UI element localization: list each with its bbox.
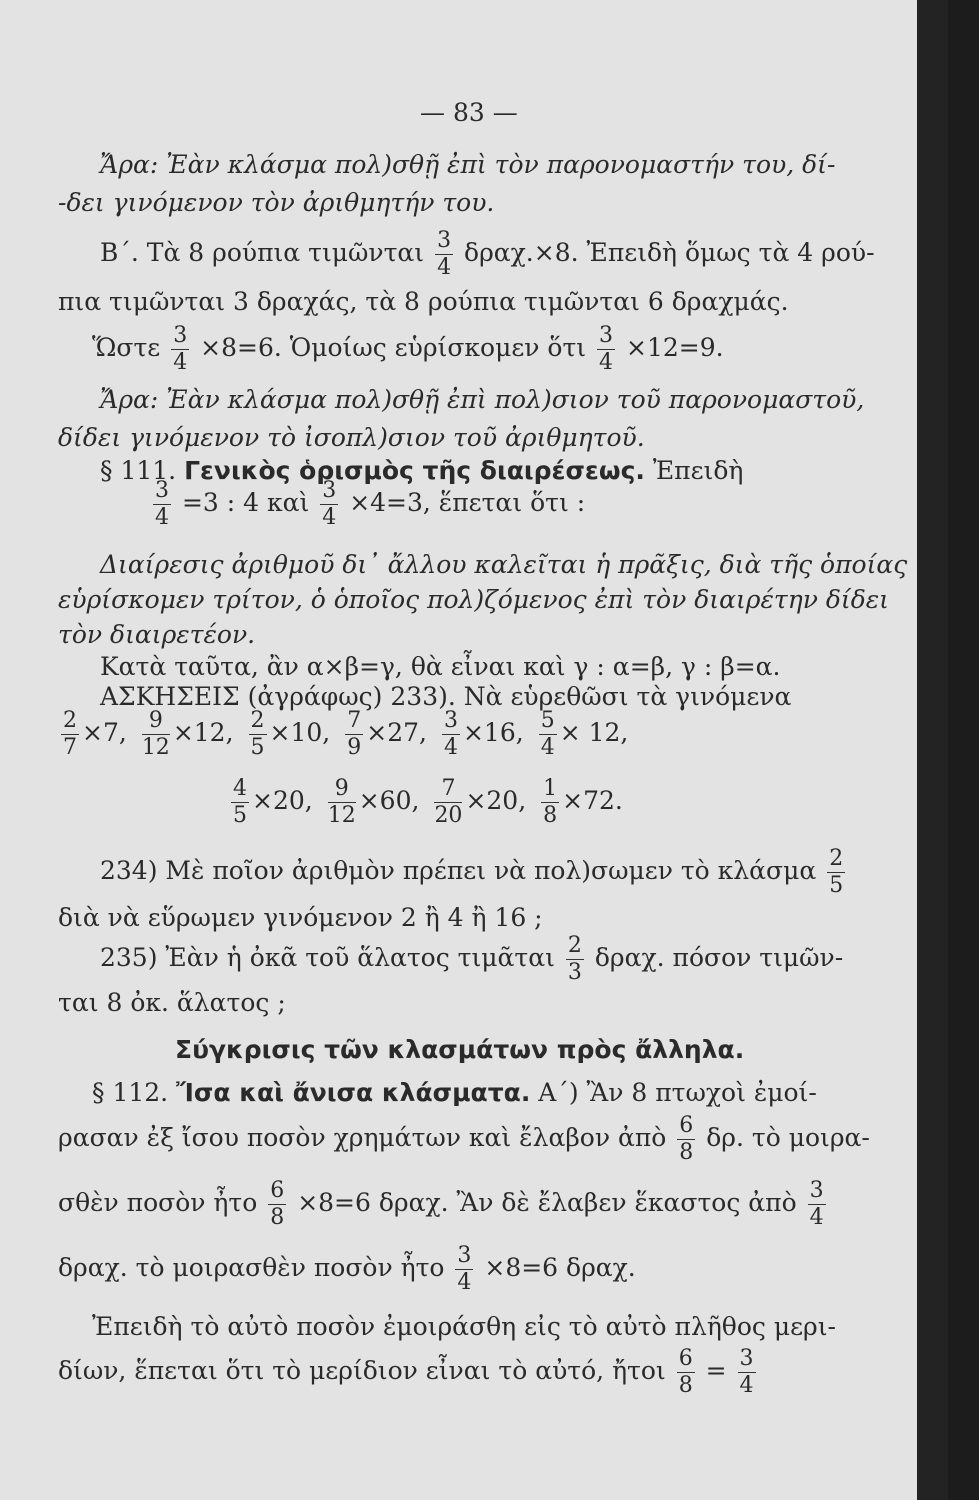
text-segment: ×8=6. Ὁμοίως εὑρίσκομεν ὅτι [200, 333, 587, 362]
numerator: 1 [543, 776, 558, 801]
multiplier-text: ×12, [172, 718, 234, 747]
numerator: 3 [173, 323, 188, 348]
fraction [268, 1180, 286, 1229]
section-number: § 111. [100, 456, 177, 485]
numerator: 3 [155, 478, 169, 503]
fraction [434, 778, 462, 827]
fraction [328, 778, 356, 827]
text-segment: δραχ. πόσον τιμῶν- [594, 943, 844, 972]
multiplier-text: ×20, [465, 786, 527, 815]
text-segment: =3 : 4 καὶ [181, 488, 310, 517]
denominator: 7 [63, 735, 77, 760]
numerator: 4 [233, 776, 247, 801]
denominator: 12 [327, 803, 356, 828]
text-line-26 [58, 1348, 759, 1397]
denominator: 4 [739, 1373, 754, 1398]
numerator: 7 [434, 778, 462, 803]
text-line-6: Ἄρα: Ἐὰν κλάσμα πολ)σθῇ ἐπὶ πολ)σιον τοῦ παρονομαστοῦ, [100, 385, 865, 414]
denominator: 5 [829, 873, 844, 898]
denominator: 8 [543, 803, 558, 828]
numerator: 3 [443, 708, 458, 733]
page-number: — 83 — [420, 98, 518, 127]
text-segment: δραχ. τὸ μοιρασθὲν ποσὸν ἦτο [58, 1253, 445, 1282]
text-segment: δίων, ἕπεται ὅτι τὸ μερίδιον εἶναι τὸ αὐτό, ἤτοι [58, 1356, 666, 1385]
multiplier-text: ×20, [252, 786, 313, 815]
numerator: 2 [567, 933, 582, 958]
denominator: 20 [434, 803, 463, 828]
text-line-23 [58, 1180, 829, 1229]
text-segment: ×12=9. [626, 333, 724, 362]
text-line-2: -δει γινόμενον τὸν ἀριθμητήν του. [58, 188, 495, 217]
fraction [566, 935, 584, 984]
page-edge-shadow [917, 0, 948, 1500]
text-line-4: πια τιμῶνται 3 δραχάς, τὰ 8 ρούπια τιμῶνται 6 δραχμάς. [58, 287, 789, 316]
numerator: 6 [270, 1178, 285, 1203]
fraction [541, 778, 559, 827]
exercise-item [246, 708, 331, 760]
exercise-row-1 [58, 710, 640, 759]
denominator: 4 [599, 350, 614, 375]
fraction [677, 1115, 695, 1164]
exercise-item [325, 776, 420, 828]
fraction [153, 480, 171, 529]
denominator: 4 [457, 1270, 472, 1295]
text-line-5 [92, 325, 724, 374]
text-segment: 235) Ἐὰν ἡ ὀκᾶ τοῦ ἅλατος τιμᾶται [100, 943, 555, 972]
fraction [677, 1348, 695, 1397]
fraction [249, 710, 267, 759]
multiplier-text: ×27, [366, 718, 427, 747]
text-segment: Ὥστε [92, 333, 161, 362]
numerator: 2 [829, 846, 844, 871]
text-segment: δραχ.×8. Ἐπειδὴ ὅμως τὰ 4 ρού- [464, 238, 875, 267]
section-heading: Ἴσα καὶ ἄνισα κλάσματα. [176, 1078, 531, 1107]
text-segment: ×4=3, ἕπεται ὅτι : [349, 488, 586, 517]
numerator: 5 [540, 708, 555, 733]
text-line-22 [58, 1115, 870, 1164]
text-line-1: Ἄρα: Ἐὰν κλάσμα πολ)σθῇ ἐπὶ τὸν παρονομαστήν του, δί- [100, 150, 836, 179]
text-segment: = [705, 1356, 727, 1385]
denominator: 4 [437, 255, 452, 280]
fraction [455, 1245, 473, 1294]
denominator: 5 [233, 803, 247, 828]
text-segment: σθὲν ποσὸν ἦτο [58, 1188, 258, 1217]
numerator: 9 [328, 778, 356, 803]
exercise-item [536, 708, 629, 760]
text-line-3 [100, 230, 875, 279]
multiplier-text: ×72. [562, 786, 623, 815]
fraction [539, 710, 557, 759]
section-heading: Γενικὸς ὁρισμὸς τῆς διαιρέσεως. [184, 456, 645, 485]
exercise-235-line-1 [100, 935, 843, 984]
denominator: 8 [270, 1205, 285, 1230]
denominator: 4 [443, 735, 458, 760]
section-heading-comparison: Σύγκρισις τῶν κλασμάτων πρὸς ἄλληλα. [175, 1035, 745, 1064]
exercise-235-line-2: ται 8 ὀκ. ἅλατος ; [58, 988, 286, 1017]
denominator: 5 [250, 735, 265, 760]
multiplier-text: ×16, [462, 718, 524, 747]
fraction [345, 710, 363, 759]
text-segment: Β΄. Τὰ 8 ρούπια τιμῶνται [100, 238, 425, 267]
denominator: 8 [679, 1140, 694, 1165]
section-112-title [92, 1078, 817, 1108]
multiplier-text: × 12, [559, 718, 629, 747]
exercise-item [431, 776, 527, 828]
denominator: 12 [141, 735, 170, 760]
exercise-item [139, 708, 234, 760]
text-line-9 [150, 480, 585, 529]
exercises-heading: ΑΣΚΗΣΕΙΣ (ἀγράφως) 233). Νὰ εὑρεθῶσι τὰ γινόμενα [100, 682, 792, 711]
fraction [808, 1180, 826, 1229]
definition-line-1: Διαίρεσις ἀριθμοῦ δι᾽ ἄλλου καλεῖται ἡ πρᾶξις, διὰ τῆς ὁποίας [100, 550, 908, 579]
multiplier-text: ×60, [358, 786, 420, 815]
definition-line-3: τὸν διαιρετέον. [58, 620, 256, 649]
text-segment: ρασαν ἐξ ἴσου ποσὸν χρημάτων καὶ ἔλαβον ἀπὸ [58, 1123, 667, 1152]
exercise-item [228, 776, 313, 828]
multiplier-text: ×7, [82, 718, 127, 747]
exercise-row-2 [228, 778, 635, 827]
fraction [738, 1348, 756, 1397]
text-line-24 [58, 1245, 636, 1294]
text-line-25: Ἐπειδὴ τὸ αὐτὸ ποσὸν ἐμοιράσθη εἰς τὸ αὐτὸ πλῆθος μερι- [92, 1312, 836, 1341]
fraction [142, 710, 170, 759]
denominator: 9 [347, 735, 362, 760]
section-number: § 112. [92, 1078, 169, 1107]
numerator: 3 [599, 323, 614, 348]
denominator: 4 [540, 735, 555, 760]
numerator: 2 [250, 708, 265, 733]
denominator: 4 [155, 505, 169, 530]
text-segment: ×8=6 δραχ. [484, 1253, 636, 1282]
numerator: 3 [322, 478, 337, 503]
exercise-item [342, 708, 427, 760]
numerator: 3 [809, 1178, 824, 1203]
denominator: 3 [567, 960, 582, 985]
numerator: 3 [437, 228, 452, 253]
numerator: 3 [457, 1243, 472, 1268]
text-line-13: Κατὰ ταῦτα, ἂν α×β=γ, θὰ εἶναι καὶ γ : α=β, γ : β=α. [100, 652, 781, 681]
exercise-item [538, 776, 623, 828]
definition-line-2: εὑρίσκομεν τρίτον, ὁ ὁποῖος πολ)ζόμενος ἐπὶ τὸν διαιρέτην δίδει [58, 585, 889, 614]
fraction [171, 325, 189, 374]
numerator: 2 [63, 708, 77, 733]
denominator: 8 [678, 1373, 693, 1398]
fraction [827, 848, 845, 897]
exercise-234-line-1 [100, 848, 848, 897]
denominator: 4 [322, 505, 337, 530]
fraction [320, 480, 338, 529]
text-segment: Ἐπειδὴ [652, 456, 744, 485]
numerator: 3 [739, 1346, 754, 1371]
exercise-item [439, 708, 524, 760]
multiplier-text: ×10, [269, 718, 331, 747]
exercise-item [58, 708, 127, 760]
text-segment: ×8=6 δραχ. Ἂν δὲ ἔλαβεν ἕκαστος ἀπὸ [297, 1188, 797, 1217]
denominator: 4 [809, 1205, 824, 1230]
text-segment: 234) Μὲ ποῖον ἀριθμὸν πρέπει νὰ πολ)σωμεν τὸ κλάσμα [100, 856, 817, 885]
fraction [61, 710, 79, 759]
numerator: 7 [347, 708, 362, 733]
text-line-7: δίδει γινόμενον τὸ ἰσοπλ)σιον τοῦ ἀριθμητοῦ. [58, 423, 645, 452]
numerator: 9 [142, 710, 170, 735]
denominator: 4 [173, 350, 188, 375]
text-segment: δρ. τὸ μοιρα- [706, 1123, 870, 1152]
fraction [442, 710, 460, 759]
numerator: 6 [678, 1346, 693, 1371]
fraction [231, 778, 249, 827]
fraction [435, 230, 453, 279]
numerator: 6 [679, 1113, 694, 1138]
text-segment: Α΄) Ἂν 8 πτωχοὶ ἐμοί- [538, 1078, 817, 1107]
exercise-234-line-2: διὰ νὰ εὕρωμεν γινόμενον 2 ἢ 4 ἢ 16 ; [58, 903, 543, 932]
fraction [597, 325, 615, 374]
